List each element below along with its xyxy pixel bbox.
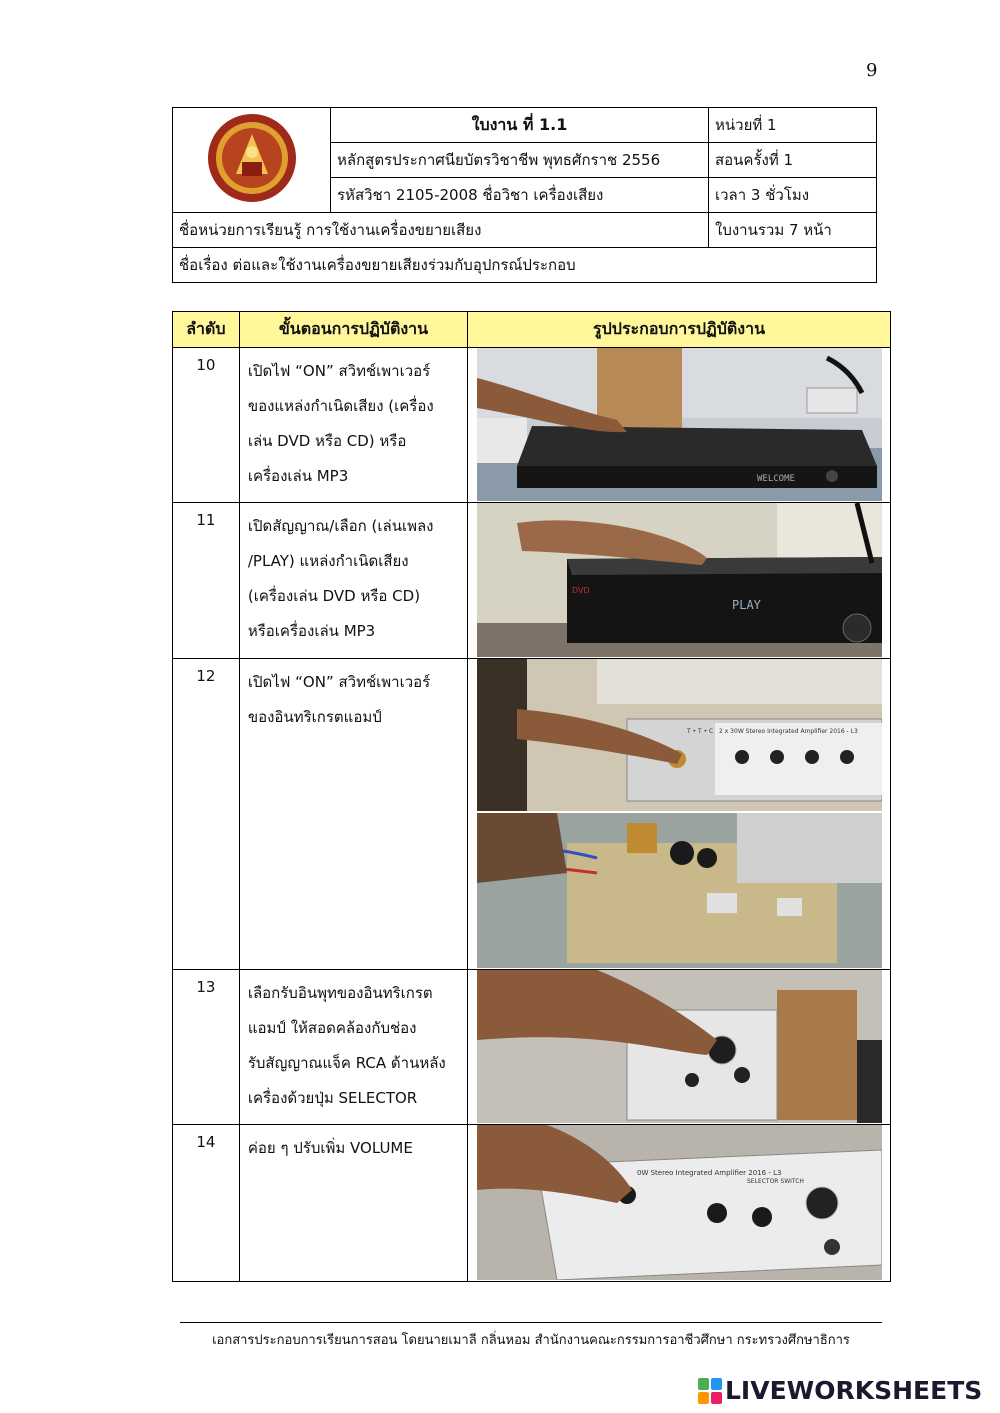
table-row [173, 348, 891, 503]
dvd-player-power-on-photo [477, 348, 882, 501]
step-image-cell [468, 348, 891, 503]
dvd-player-play-photo [477, 503, 882, 657]
liveworksheets-brand[interactable] [698, 1376, 982, 1405]
total-pages: ใบงานรวม 7 หน้า [709, 213, 877, 248]
topic-name: ชื่อเรื่อง ต่อและใช้งานเครื่องขยายเสียงร่วมกับอุปกรณ์ประกอบ [173, 248, 877, 283]
step-text-line: หรือเครื่องเล่น MP3 [247, 622, 376, 640]
amplifier-power-on-photo [477, 659, 882, 811]
amplifier-panel-title: 2 x 30W Stereo Integrated Amplifier 2016 - L3 [718, 728, 858, 735]
column-header-images: รูปประกอบการปฏิบัติงาน [468, 312, 891, 348]
footer-text: เอกสารประกอบการเรียนการสอน โดยนายเมาลี กลิ่นหอม สำนักงานคณะกรรมการอาชีวศึกษา กระทรวงศึกษาธิการ [212, 1333, 850, 1348]
step-description [239, 970, 467, 1125]
step-text-line: เลือกรับอินพุทของอินทริเกรต [247, 984, 433, 1002]
liveworksheets-wordmark: LIVEWORKSHEETS [725, 1376, 983, 1405]
footer-divider [180, 1322, 882, 1323]
step-image-cell [468, 659, 891, 970]
step-description [239, 348, 467, 503]
column-header-number: ลำดับ [173, 312, 240, 348]
step-description [239, 503, 467, 659]
step-text-line: เล่น DVD หรือ CD) หรือ [247, 432, 407, 450]
logo-cell [173, 108, 331, 213]
course-info: รหัสวิชา 2105-2008 ชื่อวิชา เครื่องเสียง [331, 178, 709, 213]
step-image-cell [468, 970, 891, 1125]
step-text-line: (เครื่องเล่น DVD หรือ CD) [247, 587, 421, 605]
learning-unit-name: ชื่อหน่วยการเรียนรู้ การใช้งานเครื่องขยายเสียง [173, 213, 709, 248]
duration: เวลา 3 ชั่วโมง [709, 178, 877, 213]
step-number: 11 [173, 503, 240, 659]
step-text-line: เครื่องด้วยปุ่ม SELECTOR [247, 1089, 418, 1107]
step-image-cell [468, 503, 891, 659]
amplifier-circuit-board-photo [477, 813, 882, 968]
dvd-logo-text: DVD [571, 586, 590, 595]
amplifier-selector-photo [477, 970, 882, 1123]
worksheet-title: ใบงาน ที่ 1.1 [331, 108, 709, 143]
step-text-line: แอมป์ ให้สอดคล้องกับช่อง [247, 1019, 417, 1037]
table-row [173, 659, 891, 970]
step-text-line: เปิดไฟ “ON” สวิทช์เพาเวอร์ [247, 673, 431, 691]
unit-number: หน่วยที่ 1 [709, 108, 877, 143]
step-number: 13 [173, 970, 240, 1125]
step-text-line: เครื่องเล่น MP3 [247, 467, 349, 485]
step-text-line: ของอินทริเกรตแอมป์ [247, 708, 382, 726]
page-number: 9 [866, 60, 878, 81]
step-number: 12 [173, 659, 240, 970]
liveworksheets-logo-icon [698, 1378, 722, 1404]
curriculum: หลักสูตรประกาศนียบัตรวิชาชีพ พุทธศักราช 2556 [331, 143, 709, 178]
lesson-number: สอนครั้งที่ 1 [709, 143, 877, 178]
table-row [173, 970, 891, 1125]
step-text-line: เปิดไฟ “ON” สวิทช์เพาเวอร์ [247, 362, 431, 380]
step-description [239, 659, 467, 970]
step-text-line: เปิดสัญญาณ/เลือก (เล่นเพลง [247, 517, 434, 535]
table-row [173, 503, 891, 659]
amplifier-panel-title: 0W Stereo Integrated Amplifier 2016 - L3 [636, 1169, 781, 1177]
step-image-cell [468, 1125, 891, 1282]
column-header-steps: ขั้นตอนการปฏิบัติงาน [239, 312, 467, 348]
step-number: 10 [173, 348, 240, 503]
step-text-line: ค่อย ๆ ปรับเพิ่ม VOLUME [247, 1139, 413, 1157]
vocational-education-seal-logo [206, 112, 298, 204]
amplifier-brand-label: T • T • C [686, 728, 713, 735]
step-text-line: /PLAY) แหล่งกำเนิดเสียง [247, 552, 409, 570]
dvd-display-text: WELCOME [756, 474, 795, 484]
step-text-line: รับสัญญาณแจ็ค RCA ด้านหลัง [247, 1054, 446, 1072]
dvd-display-text: PLAY [731, 598, 761, 612]
amplifier-volume-photo [477, 1125, 882, 1280]
step-text-line: ของแหล่งกำเนิดเสียง (เครื่อง [247, 397, 434, 415]
table-row [173, 1125, 891, 1282]
step-description [239, 1125, 467, 1282]
selector-switch-label: SELECTOR SWITCH [746, 1178, 804, 1185]
step-number: 14 [173, 1125, 240, 1282]
procedure-table [172, 311, 891, 1282]
worksheet-header-table [172, 107, 877, 283]
